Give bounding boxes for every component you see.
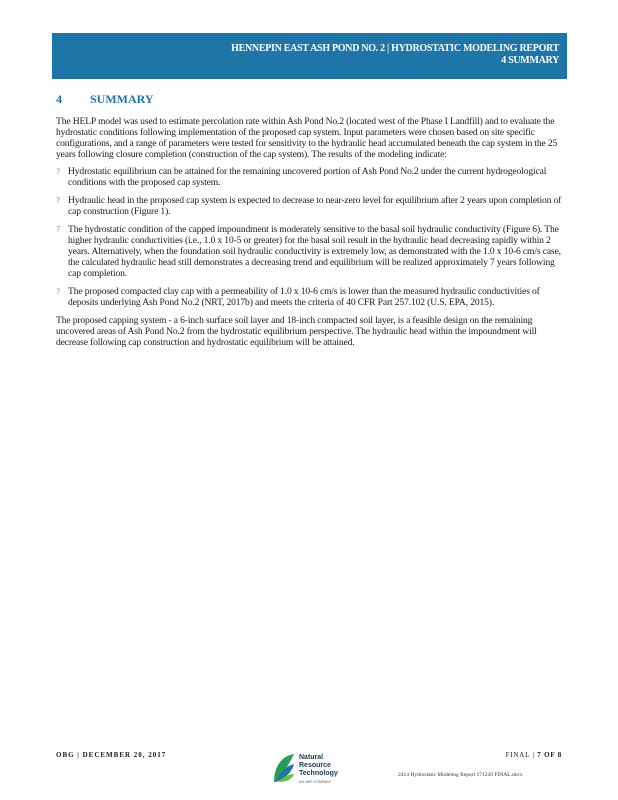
logo-line-1: Natural [299,754,324,761]
footer-status: FINAL | [505,751,535,759]
list-item [56,195,562,217]
closing-paragraph: The proposed capping system - a 6-inch surface soil layer and 18-inch compacted soil layer, is a feasible design on the remaining uncovered areas of Ash Pond No.2 from the hydrostatic equilibrium perspective. The hydraulic head within the impoundment will decrease following cap construction and hydrostatic equilibrium will be attained. [56,315,537,348]
results-list [56,166,562,308]
section-number: 4 [56,92,62,106]
list-item-text: The proposed compacted clay cap with a permeability of 1.0 x 10-6 cm/s is lower than the measured hydraulic conductivities of deposits underlying Ash Pond No.2 (NRT, 2017b) and meets the criteria of 40 CFR Part 257.102 (U.S. EPA, 2015). [68,286,540,308]
footer-filename: 2414 Hydrostatic Modeling Report 171220 FINAL.docx [398,772,523,778]
body-content [56,116,562,354]
list-item [56,224,562,279]
section-title: SUMMARY [90,92,154,106]
list-item [56,286,562,308]
running-header [231,43,559,67]
header-section: 4 SUMMARY [501,55,559,66]
company-logo [272,750,362,790]
logo-subtitle: AN OBG COMPANY [299,780,332,784]
intro-paragraph: The HELP model was used to estimate percolation rate within Ash Pond No.2 (located west of the Phase I Landfill) and to evaluate the hydrostatic conditions following implementation of the proposed cap system. Input parameters were chosen based on site specific configurations, and a range of parameters were tested for sensitivity to the hydraulic head accumulated beneath the cap system in the 25 years following closure completion (construction of the cap system). The results of the modeling indicate: [56,116,558,160]
logo-line-3: Technology [299,770,338,777]
list-item [56,166,562,188]
bullet-icon: ? [56,167,61,176]
bullet-icon: ? [56,287,61,296]
section-heading [56,92,154,107]
footer-date: OBG | DECEMBER 20, 2017 [56,751,167,759]
list-item-text: Hydraulic head in the proposed cap system is expected to decrease to near-zero level for equilibrium after 2 years upon completion of cap construction (Figure 1). [68,195,562,217]
footer-page-info [506,751,562,759]
list-item-text: Hydrostatic equilibrium can be attained for the remaining uncovered portion of Ash Pond No.2 under the current hydrogeological conditions with the proposed cap system. [68,166,547,188]
logo-line-2: Resource [299,762,331,769]
bullet-icon: ? [56,196,61,205]
bullet-icon: ? [56,225,61,234]
header-report-title: HENNEPIN EAST ASH POND NO. 2 | HYDROSTATIC MODELING REPORT [231,43,559,54]
logo-wordmark [299,754,338,778]
list-item-text: The hydrostatic condition of the capped impoundment is moderately sensitive to the basal soil hydraulic conductivity (Figure 6). The higher hydraulic conductivities (i.e., 1.0 x 10-5 or greater) for the basal soil result in the hydraulic head decreasing rapidly within 2 years. Alternatively, when the foundation soil hydraulic conductivity is extremely low, as demonstrated with the 1.0 x 10-6 cm/s case, the calculated hydraulic head still demonstrates a decreasing trend and equilibrium will be realized approximately 7 years following cap completion. [68,224,561,279]
header-bar [52,33,567,79]
leaf-logo-icon [272,752,296,784]
page-number: 7 OF 8 [537,751,562,759]
